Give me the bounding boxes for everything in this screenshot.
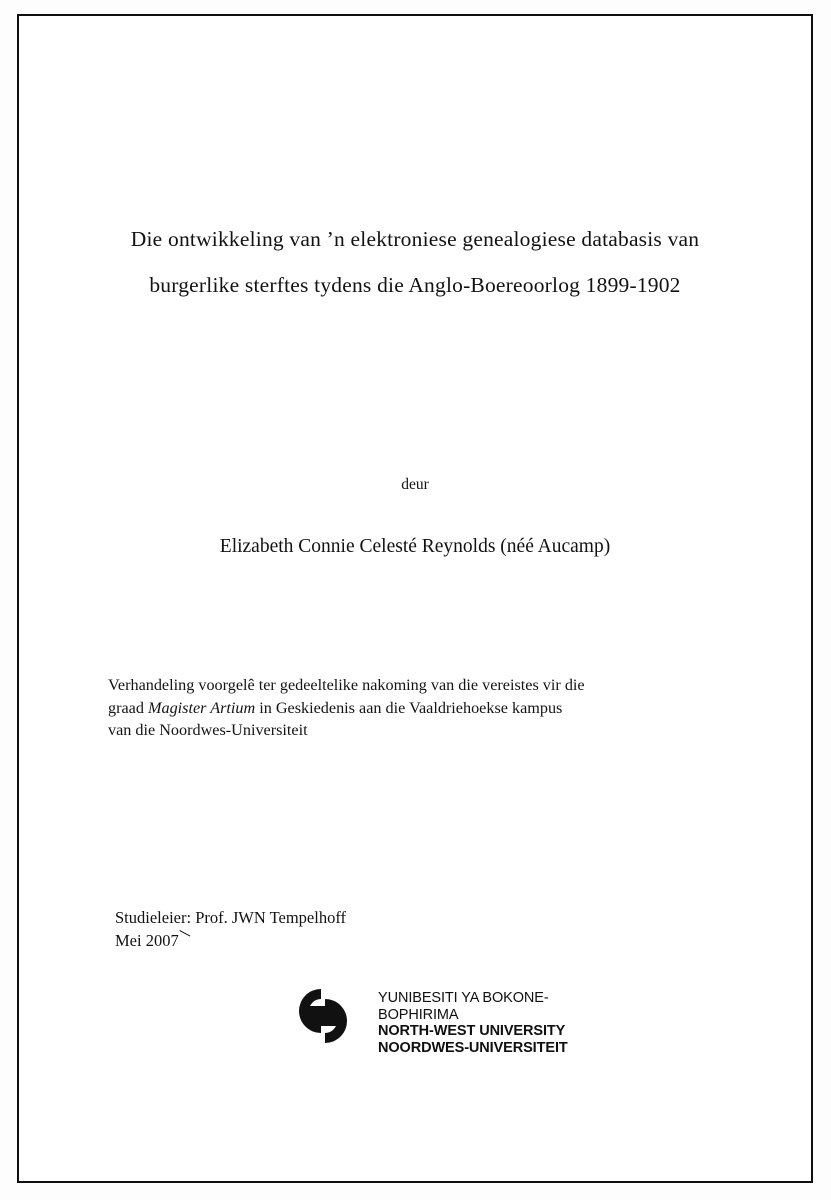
date-line-wrapper	[115, 929, 179, 952]
author-name: Elizabeth Connie Celesté Reynolds (néé Aucamp)	[219, 536, 611, 557]
title-line-2: burgerlike sterftes tydens die Anglo-Boereoorlog 1899-1902	[149, 273, 681, 297]
supervisor-block	[115, 906, 346, 952]
statement-line-2-post: in Geskiedenis aan die Vaaldriehoekse kampus	[255, 698, 563, 717]
page-title	[104, 216, 726, 308]
logo-text-block	[378, 990, 614, 1056]
logo-line-1: YUNIBESITI YA BOKONE-BOPHIRIMA	[378, 990, 549, 1023]
logo-line-3: NOORDWES-UNIVERSITEIT	[378, 1039, 568, 1056]
date-line: Mei 2007	[115, 931, 179, 950]
university-logo	[274, 981, 614, 1056]
title-line-1: Die ontwikkeling van ’n elektroniese genealogiese databasis van	[130, 227, 700, 251]
supervisor-line: Studieleier: Prof. JWN Tempelhoff	[115, 908, 347, 927]
degree-statement	[108, 674, 726, 742]
statement-line-3: van die Noordwes-Universiteit	[108, 721, 308, 739]
page-border	[17, 14, 813, 1183]
statement-line-2	[108, 697, 726, 720]
degree-name: Magister Artium	[148, 698, 256, 717]
nwu-logo-icon	[274, 983, 372, 1049]
statement-line-1: Verhandeling voorgelê ter gedeeltelike nakoming van die vereistes vir die	[108, 676, 585, 694]
by-label: deur	[401, 476, 429, 493]
statement-line-2-pre: graad	[108, 698, 148, 717]
logo-line-2: NORTH-WEST UNIVERSITY	[378, 1023, 566, 1039]
